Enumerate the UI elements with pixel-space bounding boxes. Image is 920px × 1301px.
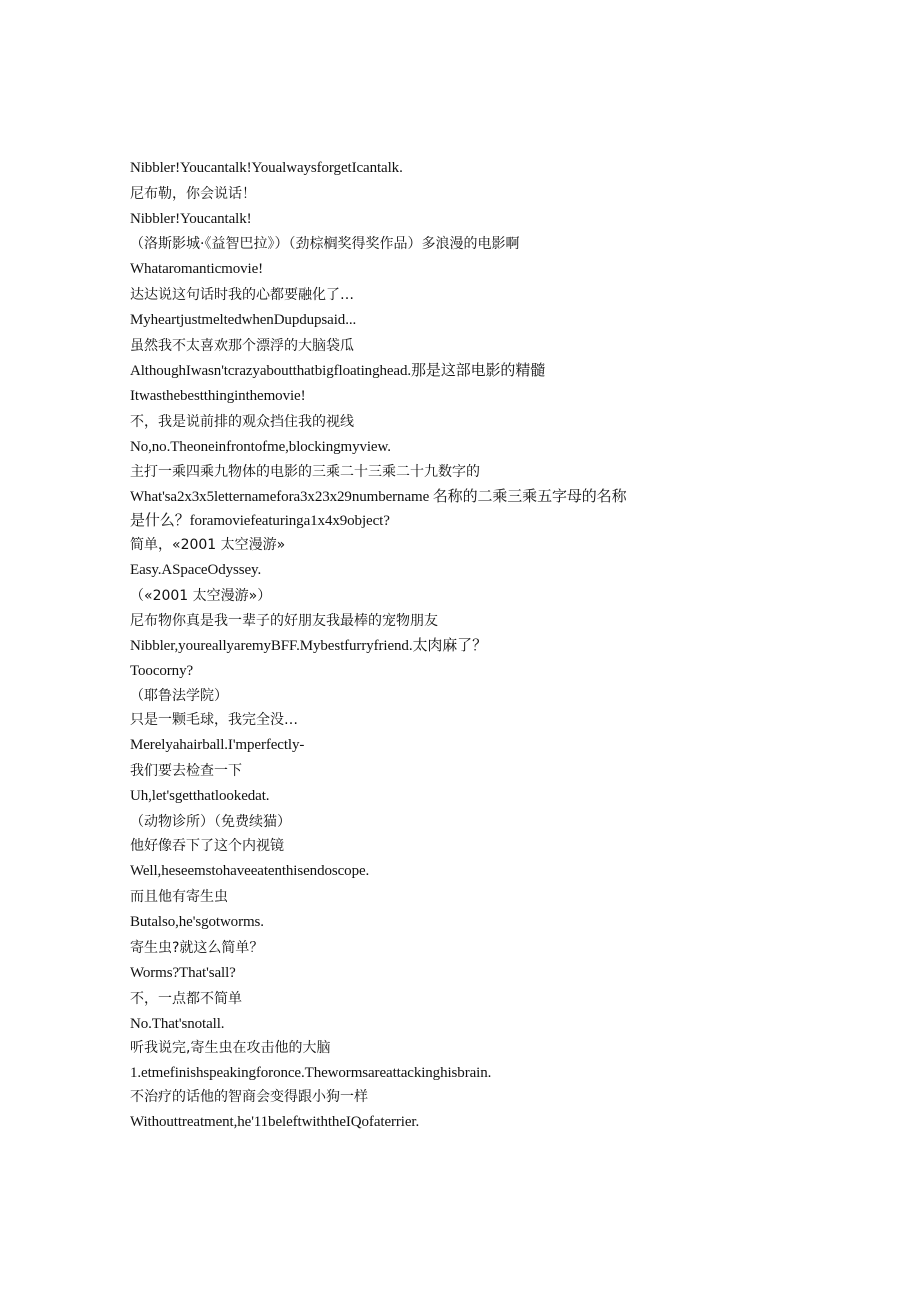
text-line: 我们要去检查一下 bbox=[130, 763, 242, 779]
text-line: 听我说完,寄生虫在攻击他的大脑 bbox=[130, 1040, 331, 1056]
text-line: No.That'snotall. bbox=[130, 1016, 225, 1032]
text-line: Butalso,he'sgotworms. bbox=[130, 914, 264, 930]
text-line: （«2001 太空漫游»） bbox=[130, 588, 272, 604]
text-line: Itwasthebestthinginthemovie! bbox=[130, 388, 306, 404]
text-line: Worms?That'sall? bbox=[130, 965, 236, 981]
text-line: 尼布物你真是我一辈子的好朋友我最棒的宠物朋友 bbox=[130, 613, 438, 629]
text-line: 寄生虫?就这么简单？ bbox=[130, 940, 264, 956]
text-line: 他好像吞下了这个内视镜 bbox=[130, 838, 284, 854]
text-line: 只是一颗毛球，我完全没… bbox=[130, 712, 298, 728]
text-line: MyheartjustmeltedwhenDupdupsaid... bbox=[130, 312, 357, 328]
text-line: Nibbler!Youcantalk!YoualwaysforgetIcantalk. bbox=[130, 160, 403, 176]
text-line: （动物诊所）（免费续猫） bbox=[130, 814, 291, 830]
text-line: Merelyahairball.I'mperfectly- bbox=[130, 737, 305, 753]
text-line: 而且他有寄生虫 bbox=[130, 889, 228, 905]
text-line: 简单，«2001 太空漫游» bbox=[130, 537, 286, 553]
text-line: 尼布勒，你会说话！ bbox=[130, 186, 256, 202]
text-line: （耶鲁法学院） bbox=[130, 688, 228, 704]
transcript-text bbox=[130, 160, 830, 1131]
text-line: AlthoughIwasn'tcrazyaboutthatbigfloatinghead.那是这部电影的精髓 bbox=[130, 363, 546, 379]
text-line: 虽然我不太喜欢那个漂浮的大脑袋瓜 bbox=[130, 338, 354, 354]
text-line: Well,heseemstohaveeatenthisendoscope. bbox=[130, 863, 370, 879]
text-line: Toocorny? bbox=[130, 663, 194, 679]
text-line: （洛斯影城·《益智巴拉》）（劲棕榈奖得奖作品）多浪漫的电影啊 bbox=[130, 236, 520, 252]
text-line: 不，我是说前排的观众挡住我的视线 bbox=[130, 414, 354, 430]
text-line: 主打一乘四乘九物体的电影的三乘二十三乘二十九数字的 bbox=[130, 464, 480, 480]
text-line: Whataromanticmovie! bbox=[130, 261, 264, 277]
text-line: Uh,let'sgetthatlookedat. bbox=[130, 788, 270, 804]
text-line: Easy.ASpaceOdyssey. bbox=[130, 562, 262, 578]
text-line: 1.etmefinishspeakingforonce.Thewormsareattackinghisbrain. bbox=[130, 1065, 492, 1081]
text-line: No,no.Theoneinfrontofme,blockingmyview. bbox=[130, 439, 391, 455]
text-line: Nibbler!Youcantalk! bbox=[130, 211, 252, 227]
text-line: Nibbler,youreallyaremyBFF.Mybestfurryfriend.太肉麻了？ bbox=[130, 638, 487, 654]
text-line: 不治疗的话他的智商会变得跟小狗一样 bbox=[130, 1089, 368, 1105]
text-line: 不，一点都不简单 bbox=[130, 991, 242, 1007]
text-line: 是什么？foramoviefeaturinga1x4x9object? bbox=[130, 513, 390, 529]
text-line: 达达说这句话时我的心都要融化了… bbox=[130, 287, 354, 303]
text-line: What'sa2x3x5letternamefora3x23x29numbername 名称的二乘三乘五字母的名称 bbox=[130, 489, 627, 505]
text-line: Withouttreatment,he'11beleftwiththeIQofaterrier. bbox=[130, 1114, 420, 1130]
